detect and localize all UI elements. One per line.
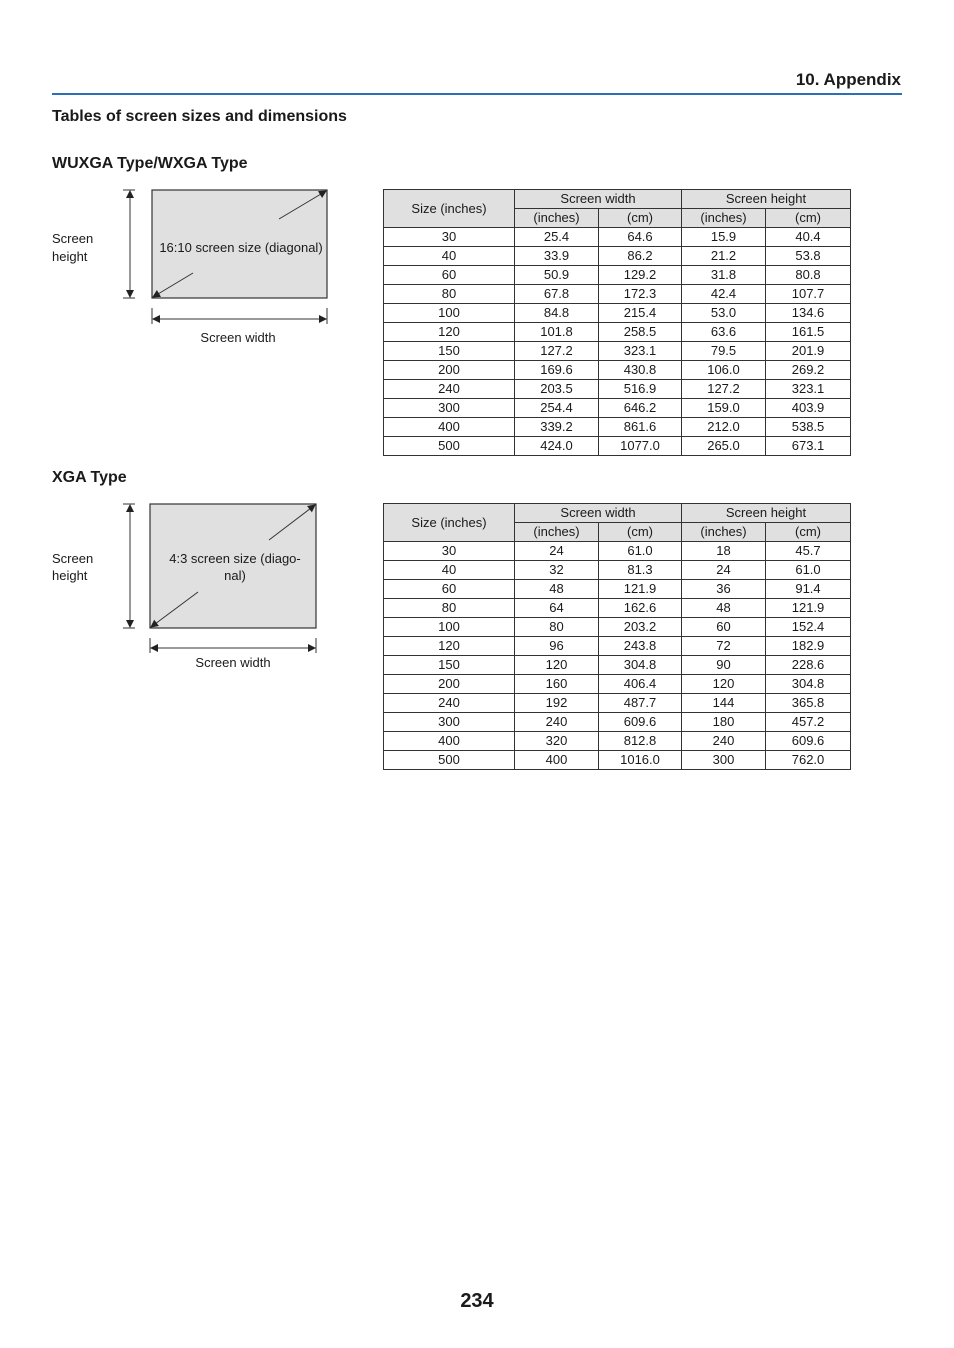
cell-height-cm: 53.8 bbox=[766, 247, 851, 266]
table-row bbox=[384, 437, 851, 456]
cell-width-cm: 487.7 bbox=[599, 694, 682, 713]
cell-size: 100 bbox=[384, 304, 515, 323]
page-number: 234 bbox=[460, 1290, 494, 1312]
cell-height-cm: 673.1 bbox=[766, 437, 851, 456]
cell-height-cm: 403.9 bbox=[766, 399, 851, 418]
cell-height-inches: 21.2 bbox=[682, 247, 766, 266]
cell-width-inches: 203.5 bbox=[515, 380, 599, 399]
table-row bbox=[384, 637, 851, 656]
cell-height-cm: 269.2 bbox=[766, 361, 851, 380]
width-label: Screen width bbox=[195, 655, 271, 670]
cell-width-inches: 50.9 bbox=[515, 266, 599, 285]
cell-width-inches: 101.8 bbox=[515, 323, 599, 342]
cell-width-inches: 24 bbox=[515, 542, 599, 561]
cell-width-cm: 323.1 bbox=[599, 342, 682, 361]
cell-size: 200 bbox=[384, 361, 515, 380]
cell-width-inches: 400 bbox=[515, 751, 599, 770]
cell-height-cm: 323.1 bbox=[766, 380, 851, 399]
cell-width-inches: 254.4 bbox=[515, 399, 599, 418]
cell-height-cm: 609.6 bbox=[766, 732, 851, 751]
cell-width-cm: 61.0 bbox=[599, 542, 682, 561]
cell-width-cm: 516.9 bbox=[599, 380, 682, 399]
table-row bbox=[384, 247, 851, 266]
header-size: Size (inches) bbox=[384, 504, 515, 542]
cell-height-cm: 121.9 bbox=[766, 599, 851, 618]
cell-width-cm: 86.2 bbox=[599, 247, 682, 266]
cell-width-inches: 120 bbox=[515, 656, 599, 675]
cell-width-inches: 127.2 bbox=[515, 342, 599, 361]
cell-width-cm: 129.2 bbox=[599, 266, 682, 285]
cell-height-inches: 106.0 bbox=[682, 361, 766, 380]
screen-size-label: 16:10 screen size (diagonal) bbox=[159, 240, 323, 255]
cell-height-inches: 79.5 bbox=[682, 342, 766, 361]
cell-width-inches: 32 bbox=[515, 561, 599, 580]
cell-size: 150 bbox=[384, 342, 515, 361]
cell-width-cm: 861.6 bbox=[599, 418, 682, 437]
table-row bbox=[384, 342, 851, 361]
cell-size: 120 bbox=[384, 323, 515, 342]
cell-size: 150 bbox=[384, 656, 515, 675]
table-row bbox=[384, 561, 851, 580]
cell-size: 400 bbox=[384, 732, 515, 751]
cell-width-cm: 258.5 bbox=[599, 323, 682, 342]
table-row bbox=[384, 732, 851, 751]
cell-width-cm: 1016.0 bbox=[599, 751, 682, 770]
cell-height-inches: 15.9 bbox=[682, 228, 766, 247]
cell-width-cm: 609.6 bbox=[599, 713, 682, 732]
table-row bbox=[384, 694, 851, 713]
cell-width-cm: 121.9 bbox=[599, 580, 682, 599]
section-heading-xga: XGA Type bbox=[52, 469, 127, 486]
cell-width-inches: 80 bbox=[515, 618, 599, 637]
cell-width-cm: 304.8 bbox=[599, 656, 682, 675]
header-height-cm: (cm) bbox=[766, 209, 851, 228]
cell-width-inches: 25.4 bbox=[515, 228, 599, 247]
cell-width-cm: 812.8 bbox=[599, 732, 682, 751]
cell-height-cm: 538.5 bbox=[766, 418, 851, 437]
screen-size-label-line1: 4:3 screen size (diago- bbox=[169, 551, 301, 566]
cell-width-inches: 240 bbox=[515, 713, 599, 732]
cell-width-inches: 67.8 bbox=[515, 285, 599, 304]
header-width-cm: (cm) bbox=[599, 209, 682, 228]
cell-width-cm: 64.6 bbox=[599, 228, 682, 247]
table-row bbox=[384, 380, 851, 399]
table-row bbox=[384, 399, 851, 418]
header-rule bbox=[52, 93, 902, 95]
cell-width-inches: 169.6 bbox=[515, 361, 599, 380]
cell-width-inches: 192 bbox=[515, 694, 599, 713]
cell-height-inches: 72 bbox=[682, 637, 766, 656]
table-row bbox=[384, 418, 851, 437]
cell-size: 60 bbox=[384, 580, 515, 599]
table-row bbox=[384, 228, 851, 247]
height-label-line2: height bbox=[52, 568, 88, 583]
cell-height-inches: 212.0 bbox=[682, 418, 766, 437]
dimensions-table-xga bbox=[383, 503, 851, 770]
header-screen-height: Screen height bbox=[682, 190, 851, 209]
cell-size: 200 bbox=[384, 675, 515, 694]
cell-height-inches: 144 bbox=[682, 694, 766, 713]
table-row bbox=[384, 361, 851, 380]
cell-size: 80 bbox=[384, 285, 515, 304]
cell-size: 60 bbox=[384, 266, 515, 285]
table-row bbox=[384, 304, 851, 323]
cell-width-cm: 243.8 bbox=[599, 637, 682, 656]
cell-width-cm: 1077.0 bbox=[599, 437, 682, 456]
cell-height-cm: 762.0 bbox=[766, 751, 851, 770]
cell-size: 40 bbox=[384, 561, 515, 580]
cell-height-inches: 159.0 bbox=[682, 399, 766, 418]
table-row bbox=[384, 751, 851, 770]
cell-height-inches: 63.6 bbox=[682, 323, 766, 342]
header-width-cm: (cm) bbox=[599, 523, 682, 542]
dimensions-table-wuxga bbox=[383, 189, 851, 456]
cell-width-inches: 64 bbox=[515, 599, 599, 618]
cell-width-inches: 320 bbox=[515, 732, 599, 751]
chapter-title: 10. Appendix bbox=[795, 70, 901, 89]
table-row bbox=[384, 580, 851, 599]
cell-height-cm: 80.8 bbox=[766, 266, 851, 285]
height-label-line1: Screen bbox=[52, 551, 94, 566]
cell-size: 500 bbox=[384, 437, 515, 456]
table-row bbox=[384, 266, 851, 285]
cell-height-cm: 45.7 bbox=[766, 542, 851, 561]
cell-height-cm: 201.9 bbox=[766, 342, 851, 361]
cell-size: 30 bbox=[384, 228, 515, 247]
table-row bbox=[384, 675, 851, 694]
cell-height-inches: 36 bbox=[682, 580, 766, 599]
cell-height-inches: 300 bbox=[682, 751, 766, 770]
page-title: Tables of screen sizes and dimensions bbox=[52, 108, 347, 125]
cell-height-cm: 134.6 bbox=[766, 304, 851, 323]
header-size: Size (inches) bbox=[384, 190, 515, 228]
cell-width-cm: 646.2 bbox=[599, 399, 682, 418]
cell-height-inches: 90 bbox=[682, 656, 766, 675]
cell-size: 80 bbox=[384, 599, 515, 618]
width-label: Screen width bbox=[200, 330, 276, 345]
cell-width-cm: 215.4 bbox=[599, 304, 682, 323]
header-width-inches: (inches) bbox=[515, 209, 599, 228]
cell-size: 240 bbox=[384, 380, 515, 399]
cell-height-inches: 42.4 bbox=[682, 285, 766, 304]
cell-height-cm: 457.2 bbox=[766, 713, 851, 732]
cell-size: 100 bbox=[384, 618, 515, 637]
cell-height-inches: 240 bbox=[682, 732, 766, 751]
cell-width-cm: 162.6 bbox=[599, 599, 682, 618]
cell-height-inches: 265.0 bbox=[682, 437, 766, 456]
cell-height-inches: 53.0 bbox=[682, 304, 766, 323]
header-height-inches: (inches) bbox=[682, 209, 766, 228]
screen-diagram-16-10 bbox=[45, 183, 345, 353]
table-row bbox=[384, 656, 851, 675]
header-height-inches: (inches) bbox=[682, 523, 766, 542]
cell-size: 500 bbox=[384, 751, 515, 770]
cell-width-inches: 48 bbox=[515, 580, 599, 599]
section-heading-wuxga: WUXGA Type/WXGA Type bbox=[52, 155, 248, 172]
height-label-line1: Screen bbox=[52, 231, 94, 246]
cell-height-inches: 31.8 bbox=[682, 266, 766, 285]
cell-height-cm: 365.8 bbox=[766, 694, 851, 713]
table-row bbox=[384, 618, 851, 637]
cell-height-cm: 91.4 bbox=[766, 580, 851, 599]
cell-height-inches: 48 bbox=[682, 599, 766, 618]
cell-size: 300 bbox=[384, 399, 515, 418]
header-screen-height: Screen height bbox=[682, 504, 851, 523]
table-row bbox=[384, 542, 851, 561]
cell-size: 300 bbox=[384, 713, 515, 732]
screen-diagram-4-3 bbox=[45, 497, 345, 677]
cell-size: 240 bbox=[384, 694, 515, 713]
cell-height-inches: 127.2 bbox=[682, 380, 766, 399]
cell-size: 400 bbox=[384, 418, 515, 437]
cell-size: 120 bbox=[384, 637, 515, 656]
header-height-cm: (cm) bbox=[766, 523, 851, 542]
cell-height-cm: 304.8 bbox=[766, 675, 851, 694]
cell-height-inches: 24 bbox=[682, 561, 766, 580]
cell-height-inches: 180 bbox=[682, 713, 766, 732]
cell-height-cm: 228.6 bbox=[766, 656, 851, 675]
cell-height-cm: 107.7 bbox=[766, 285, 851, 304]
cell-height-cm: 61.0 bbox=[766, 561, 851, 580]
header-screen-width: Screen width bbox=[515, 190, 682, 209]
table-row bbox=[384, 713, 851, 732]
cell-width-cm: 203.2 bbox=[599, 618, 682, 637]
cell-height-cm: 161.5 bbox=[766, 323, 851, 342]
cell-height-inches: 120 bbox=[682, 675, 766, 694]
cell-size: 40 bbox=[384, 247, 515, 266]
table-row bbox=[384, 323, 851, 342]
cell-height-cm: 40.4 bbox=[766, 228, 851, 247]
cell-width-cm: 430.8 bbox=[599, 361, 682, 380]
cell-width-inches: 96 bbox=[515, 637, 599, 656]
cell-width-inches: 339.2 bbox=[515, 418, 599, 437]
header-width-inches: (inches) bbox=[515, 523, 599, 542]
cell-width-cm: 172.3 bbox=[599, 285, 682, 304]
cell-height-cm: 182.9 bbox=[766, 637, 851, 656]
table-row bbox=[384, 599, 851, 618]
cell-width-inches: 33.9 bbox=[515, 247, 599, 266]
cell-width-cm: 406.4 bbox=[599, 675, 682, 694]
cell-width-inches: 84.8 bbox=[515, 304, 599, 323]
table-row bbox=[384, 285, 851, 304]
screen-size-label-line2: nal) bbox=[224, 568, 246, 583]
cell-width-inches: 424.0 bbox=[515, 437, 599, 456]
height-label-line2: height bbox=[52, 249, 88, 264]
cell-height-cm: 152.4 bbox=[766, 618, 851, 637]
cell-width-inches: 160 bbox=[515, 675, 599, 694]
cell-width-cm: 81.3 bbox=[599, 561, 682, 580]
header-screen-width: Screen width bbox=[515, 504, 682, 523]
cell-height-inches: 60 bbox=[682, 618, 766, 637]
cell-size: 30 bbox=[384, 542, 515, 561]
cell-height-inches: 18 bbox=[682, 542, 766, 561]
